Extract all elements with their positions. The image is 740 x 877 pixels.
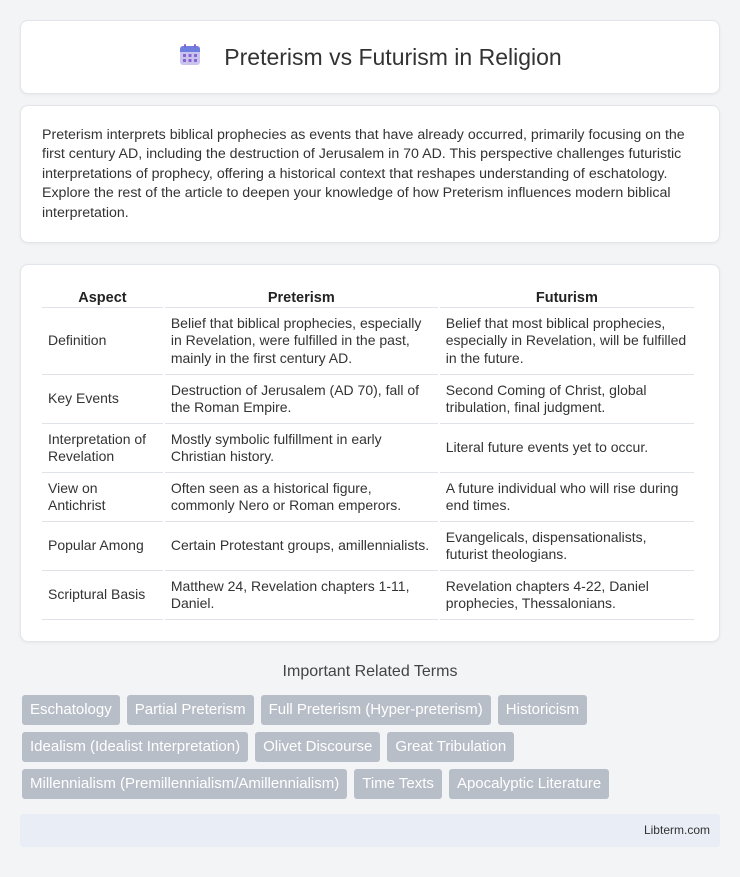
table-cell-futurism: Belief that most biblical prophecies, especially in Revelation, will be fulfilled in the future. xyxy=(440,308,694,375)
table-cell-futurism: Literal future events yet to occur. xyxy=(440,424,694,473)
table-cell-aspect: View on Antichrist xyxy=(42,473,163,522)
table-cell-aspect: Definition xyxy=(42,308,163,375)
related-terms-title: Important Related Terms xyxy=(282,663,458,680)
header-preterism: Preterism xyxy=(165,285,438,308)
table-cell-futurism: Revelation chapters 4-22, Daniel prophecies, Thessalonians. xyxy=(440,571,694,620)
page-title: Preterism vs Futurism in Religion xyxy=(224,43,562,70)
table-header-row xyxy=(42,285,694,308)
comparison-table xyxy=(40,285,696,620)
tag-idealism[interactable]: Idealism (Idealist Interpretation) xyxy=(22,732,248,762)
table-row xyxy=(42,375,694,424)
table-row xyxy=(42,308,694,375)
table-cell-preterism: Often seen as a historical figure, commonly Nero or Roman emperors. xyxy=(165,473,438,522)
table-row xyxy=(42,424,694,473)
related-terms-list xyxy=(22,695,722,799)
tag-historicism[interactable]: Historicism xyxy=(498,695,587,725)
table-row xyxy=(42,473,694,522)
table-cell-preterism: Certain Protestant groups, amillennialists. xyxy=(165,522,438,571)
tag-partial-preterism[interactable]: Partial Preterism xyxy=(127,695,254,725)
table-row xyxy=(42,571,694,620)
table-cell-preterism: Destruction of Jerusalem (AD 70), fall of the Roman Empire. xyxy=(165,375,438,424)
intro-text: Preterism interprets biblical prophecies as events that have already occurred, primarily focusing on the first century AD, including the destruction of Jerusalem in 70 AD. This perspective challenges futuristic interpretations of prophecy, offering a historical context that reshapes understanding of eschatology. Explore the rest of the article to deepen your knowledge of how Preterism influences modern biblical interpretation. xyxy=(42,127,685,221)
table-cell-aspect: Interpretation of Revelation xyxy=(42,424,163,473)
tag-olivet-discourse[interactable]: Olivet Discourse xyxy=(255,732,380,762)
table-row xyxy=(42,522,694,571)
tag-apocalyptic-literature[interactable]: Apocalyptic Literature xyxy=(449,769,609,799)
tag-millennialism[interactable]: Millennialism (Premillennialism/Amillennialism) xyxy=(22,769,347,799)
comparison-card xyxy=(20,264,720,642)
footer-site-link[interactable]: Libterm.com xyxy=(643,823,710,837)
table-cell-aspect: Scriptural Basis xyxy=(42,571,163,620)
footer xyxy=(20,814,720,847)
intro-card xyxy=(20,105,720,243)
tag-time-texts[interactable]: Time Texts xyxy=(354,769,442,799)
table-cell-futurism: A future individual who will rise during end times. xyxy=(440,473,694,522)
table-cell-futurism: Evangelicals, dispensationalists, futurist theologians. xyxy=(440,522,694,571)
table-cell-aspect: Popular Among xyxy=(42,522,163,571)
header-card xyxy=(20,20,720,94)
table-cell-preterism: Matthew 24, Revelation chapters 1-11, Daniel. xyxy=(165,571,438,620)
calendar-icon xyxy=(178,43,202,72)
tag-eschatology[interactable]: Eschatology xyxy=(22,695,120,725)
header-aspect: Aspect xyxy=(42,285,163,308)
header-futurism: Futurism xyxy=(440,285,694,308)
table-cell-futurism: Second Coming of Christ, global tribulation, final judgment. xyxy=(440,375,694,424)
table-cell-preterism: Belief that biblical prophecies, especially in Revelation, were fulfilled in the past, mainly in the first century AD. xyxy=(165,308,438,375)
tag-full-preterism[interactable]: Full Preterism (Hyper-preterism) xyxy=(261,695,491,725)
table-cell-preterism: Mostly symbolic fulfillment in early Christian history. xyxy=(165,424,438,473)
tag-great-tribulation[interactable]: Great Tribulation xyxy=(387,732,514,762)
table-cell-aspect: Key Events xyxy=(42,375,163,424)
